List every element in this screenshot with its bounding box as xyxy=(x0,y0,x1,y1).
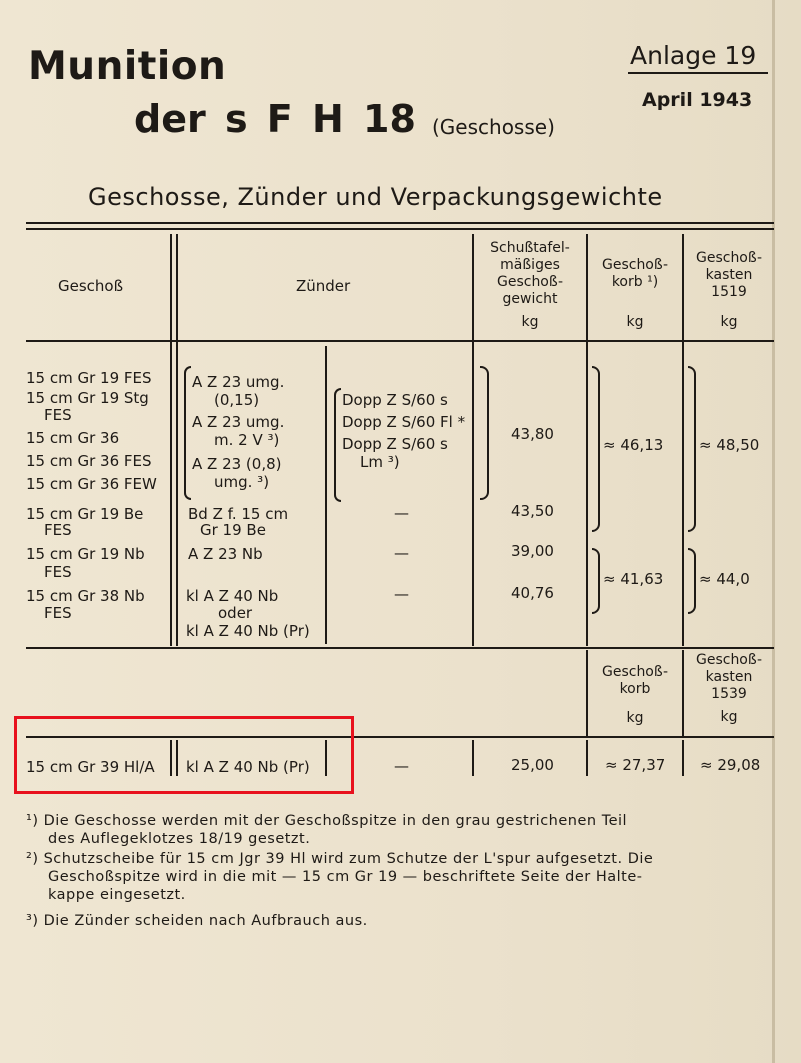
subheader-korb-line: korb xyxy=(619,681,651,697)
brace-fuze-a xyxy=(184,366,191,500)
header-weight-line: Geschoß- xyxy=(496,274,564,290)
header-kasten-unit: kg xyxy=(720,314,738,330)
subheader-kasten xyxy=(684,652,774,726)
fuze-name: A Z 23 umg. xyxy=(192,373,285,391)
header-weight-unit: kg xyxy=(521,314,539,330)
group1-weight: 43,80 xyxy=(511,425,554,443)
fuze-name: A Z 23 (0,8) xyxy=(192,455,282,473)
section-title: Geschosse, Zünder und Verpackungsgewichte xyxy=(88,183,663,211)
col-divider-zuender-sub xyxy=(325,346,327,644)
row39-divider-5 xyxy=(586,740,588,776)
subheader-kasten-line: kasten xyxy=(705,669,753,685)
brace-weight xyxy=(480,366,489,500)
row-weight: 25,00 xyxy=(511,756,554,774)
title-suffix: (Geschosse) xyxy=(432,115,555,139)
annex-label: Anlage 19 xyxy=(630,41,757,70)
subheader-kasten-line: 1539 xyxy=(711,686,747,702)
subheader-korb-line: Geschoß- xyxy=(601,664,669,680)
row-weight: 40,76 xyxy=(511,584,554,602)
projectile-name: 15 cm Gr 19 FES xyxy=(26,369,152,387)
no-fuze-dash: — xyxy=(394,504,409,522)
kasten-weight-a: ≈ 48,50 xyxy=(699,436,760,454)
header-korb-line: Geschoß- xyxy=(601,257,669,273)
fuze-name: kl A Z 40 Nb xyxy=(186,587,279,605)
projectile-name: 15 cm Gr 39 Hl/A xyxy=(26,758,155,776)
header-weight xyxy=(474,240,586,331)
header-kasten-line: Geschoß- xyxy=(695,250,763,266)
projectile-name: 15 cm Gr 36 FES xyxy=(26,452,152,470)
group1-projectiles xyxy=(26,368,157,494)
header-weight-line: Schußtafel- xyxy=(490,240,570,256)
table-top-rule xyxy=(26,222,774,224)
title-line-1: Munition xyxy=(28,44,227,89)
projectile-name: 15 cm Gr 38 Nb xyxy=(26,587,145,605)
col-divider-geschoss-2 xyxy=(176,234,178,646)
header-geschoss: Geschoß xyxy=(58,277,124,295)
row-weight: 39,00 xyxy=(511,542,554,560)
header-korb xyxy=(588,257,682,331)
header-bottom-rule xyxy=(26,340,774,342)
fuze-name: m. 2 V ³) xyxy=(214,431,280,449)
fuze-name: (0,15) xyxy=(214,391,260,409)
group1-fuzes-a xyxy=(192,372,284,492)
footnote-text: kappe eingesetzt. xyxy=(48,887,186,903)
fuze-name: oder xyxy=(218,604,253,622)
header-korb-unit: kg xyxy=(626,314,644,330)
document-date: April 1943 xyxy=(642,89,753,111)
group1-fuzes-b xyxy=(342,390,465,472)
header-korb-line: korb ¹) xyxy=(611,274,659,290)
footnote-1 xyxy=(26,812,776,848)
fuze-name: Dopp Z S/60 s xyxy=(342,391,448,409)
projectile-name: 15 cm Gr 19 Nb xyxy=(26,545,145,563)
kasten-weight-b: ≈ 44,0 xyxy=(699,570,750,588)
subheader-kasten-unit: kg xyxy=(720,709,738,725)
col-divider-geschoss xyxy=(170,234,172,646)
no-fuze-dash: — xyxy=(394,585,409,603)
projectile-name: 15 cm Gr 36 FEW xyxy=(26,475,157,493)
footnote-text: des Auflegeklotzes 18/19 gesetzt. xyxy=(48,831,311,847)
brace-kasten-b xyxy=(688,548,696,614)
fuze-name: A Z 23 Nb xyxy=(188,545,263,563)
footnote-mark: ²) xyxy=(26,851,39,867)
footnote-text: Die Geschosse werden mit der Geschoßspitze in den grau gestrichenen Teil xyxy=(43,813,628,829)
row39-divider-4 xyxy=(472,740,474,776)
brace-kasten-a xyxy=(688,366,696,532)
subheader-korb xyxy=(588,664,682,727)
korb-weight-a: ≈ 46,13 xyxy=(603,436,664,454)
projectile-name: FES xyxy=(44,406,72,424)
fuze-name: umg. ³) xyxy=(214,473,270,491)
table-top-rule-2 xyxy=(26,228,774,230)
footnote-mark: ¹) xyxy=(26,813,39,829)
brace-korb-b xyxy=(592,548,600,614)
footnote-mark: ³) xyxy=(26,913,39,929)
subheader-kasten-line: Geschoß- xyxy=(695,652,763,668)
projectile-name: 15 cm Gr 19 Be xyxy=(26,505,144,523)
fuze-name: kl A Z 40 Nb (Pr) xyxy=(186,758,310,776)
subheader-korb-unit: kg xyxy=(626,710,644,726)
highlight-box xyxy=(14,716,354,794)
korb-weight-b: ≈ 41,63 xyxy=(603,570,664,588)
kasten-weight: ≈ 29,08 xyxy=(700,756,761,774)
fuze-name: kl A Z 40 Nb (Pr) xyxy=(186,622,310,640)
fuze-name: Lm ³) xyxy=(360,453,400,471)
projectile-name: 15 cm Gr 19 Stg xyxy=(26,389,149,407)
projectile-name: FES xyxy=(44,521,72,539)
annex-rule xyxy=(628,72,768,74)
header-kasten xyxy=(684,250,774,331)
no-fuze-dash: — xyxy=(394,544,409,562)
fuze-name: Dopp Z S/60 s xyxy=(342,435,448,453)
brace-korb-a xyxy=(592,366,600,532)
footnote-3 xyxy=(26,912,776,930)
footnote-text: Schutzscheibe für 15 cm Jgr 39 Hl wird zum Schutze der L'spur aufgesetzt. Die xyxy=(43,851,654,867)
title-line-2: der s F H 18 xyxy=(134,97,416,141)
header-weight-line: mäßiges xyxy=(500,257,560,273)
footnote-text: Die Zünder scheiden nach Aufbrauch aus. xyxy=(43,913,368,929)
header-zuender: Zünder xyxy=(296,277,351,295)
fuze-name: A Z 23 umg. xyxy=(192,413,285,431)
brace-fuze-b xyxy=(334,388,341,502)
footnote-2 xyxy=(26,850,776,904)
header-weight-line: gewicht xyxy=(502,291,558,307)
header-kasten-line: kasten xyxy=(705,267,753,283)
row39-divider-6 xyxy=(682,740,684,776)
projectile-name: 15 cm Gr 36 xyxy=(26,429,120,447)
projectile-name: FES xyxy=(44,563,72,581)
korb-weight: ≈ 27,37 xyxy=(605,756,666,774)
no-fuze-dash: — xyxy=(394,757,409,775)
row-weight: 43,50 xyxy=(511,502,554,520)
projectile-name: FES xyxy=(44,604,72,622)
fuze-name: Bd Z f. 15 cm xyxy=(188,505,289,523)
footnote-text: Geschoßspitze wird in die mit — 15 cm Gr 19 — beschriftete Seite der Halte- xyxy=(48,869,643,885)
fuze-name: Gr 19 Be xyxy=(200,521,266,539)
fuze-name: Dopp Z S/60 Fl * xyxy=(342,413,466,431)
header-kasten-line: 1519 xyxy=(711,284,747,300)
group-bottom-rule xyxy=(26,647,774,649)
